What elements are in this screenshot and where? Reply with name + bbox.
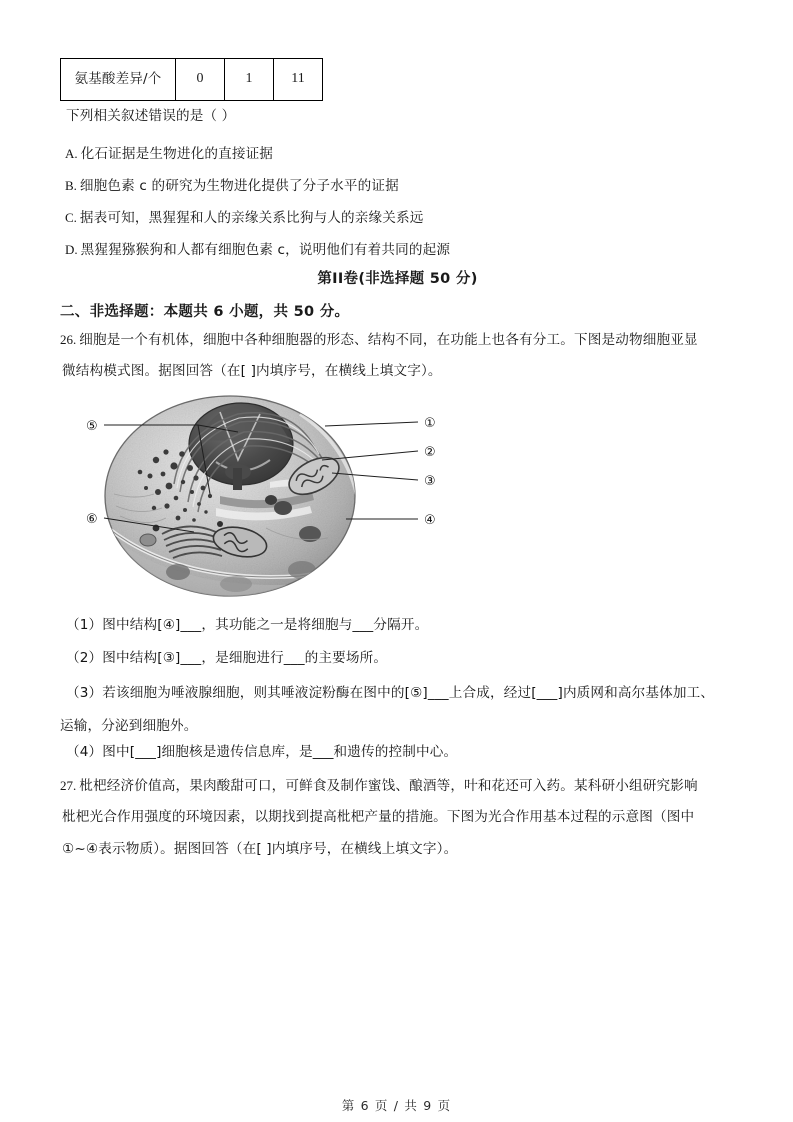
volume-heading: 第II卷(非选择题 50 分) <box>317 271 478 287</box>
option-d-text: 黑猩猩猕猴狗和人都有细胞色素 c，说明他们有着共同的起源 <box>80 242 451 258</box>
question-27-number: 27. <box>60 778 77 793</box>
table-row-label: 氨基酸差异/个 <box>61 59 176 101</box>
question-25-option-d <box>65 243 450 258</box>
option-a-text: 化石证据是生物进化的直接证据 <box>80 146 274 162</box>
question-26-stem-line-1 <box>60 333 698 348</box>
animal-cell-diagram-svg <box>70 388 470 600</box>
option-d-letter: D. <box>65 242 78 257</box>
callout-label-3: ③ <box>424 474 436 489</box>
callout-label-1: ① <box>424 416 436 431</box>
callout-label-4: ④ <box>424 513 436 528</box>
question-27-stem-text-1: 枇杷经济价值高，果肉酸甜可口，可鲜食及制作蜜饯、酿酒等，叶和花还可入药。某科研小组研究影响 <box>79 778 698 794</box>
question-25-option-a <box>65 147 273 162</box>
option-c-text: 据表可知，黑猩猩和人的亲缘关系比狗与人的亲缘关系远 <box>79 210 424 226</box>
question-26-stem-text-1: 细胞是一个有机体，细胞中各种细胞器的形态、结构不同，在功能上也各有分工。下图是动物细胞亚显 <box>79 332 698 348</box>
option-a-letter: A. <box>65 146 78 161</box>
callout-label-2: ② <box>424 445 436 460</box>
question-26-sub-1: （1）图中结构[④]___，其功能之一是将细胞与___分隔开。 <box>66 617 429 633</box>
question-26-stem-line-2: 微结构模式图。据图回答（在[ ]内填序号，在横线上填文字）。 <box>62 363 442 379</box>
table-cell-value-0: 0 <box>176 59 225 101</box>
section-heading: 二、非选择题：本题共 6 小题，共 50 分。 <box>60 304 350 320</box>
table-row <box>61 59 323 101</box>
question-26-number: 26. <box>60 332 77 347</box>
animal-cell-diagram <box>70 388 470 600</box>
question-26-sub-4: （4）图中[___]细胞核是遗传信息库，是___和遗传的控制中心。 <box>66 744 458 760</box>
callout-label-5: ⑤ <box>86 419 98 434</box>
question-25-stem: 下列相关叙述错误的是（ ） <box>66 108 236 124</box>
question-27-stem-line-1 <box>60 779 698 794</box>
question-25-option-b <box>65 179 399 194</box>
question-27-stem-line-3: ①~④表示物质）。据图回答（在[ ]内填序号，在横线上填文字）。 <box>62 841 458 857</box>
question-26-sub-3-line-2: 运输，分泌到细胞外。 <box>60 718 198 734</box>
question-26-sub-3-line-1: （3）若该细胞为唾液腺细胞，则其唾液淀粉酶在图中的[⑤]___上合成，经过[___]内质网和高尔基体加工、 <box>66 685 715 701</box>
question-25-option-c <box>65 211 424 226</box>
page-footer: 第 6 页 / 共 9 页 <box>341 1098 452 1113</box>
option-b-letter: B. <box>65 178 77 193</box>
table-cell-value-1: 1 <box>225 59 274 101</box>
amino-acid-difference-table <box>60 58 323 101</box>
table-cell-value-2: 11 <box>274 59 323 101</box>
callout-label-6: ⑥ <box>86 512 98 527</box>
option-c-letter: C. <box>65 210 77 225</box>
question-27-stem-line-2: 枇杷光合作用强度的环境因素，以期找到提高枇杷产量的措施。下图为光合作用基本过程的示意图（图中 <box>62 809 695 825</box>
question-26-sub-2: （2）图中结构[③]___，是细胞进行___的主要场所。 <box>66 650 388 666</box>
option-b-text: 细胞色素 c 的研究为生物进化提供了分子水平的证据 <box>79 178 399 194</box>
